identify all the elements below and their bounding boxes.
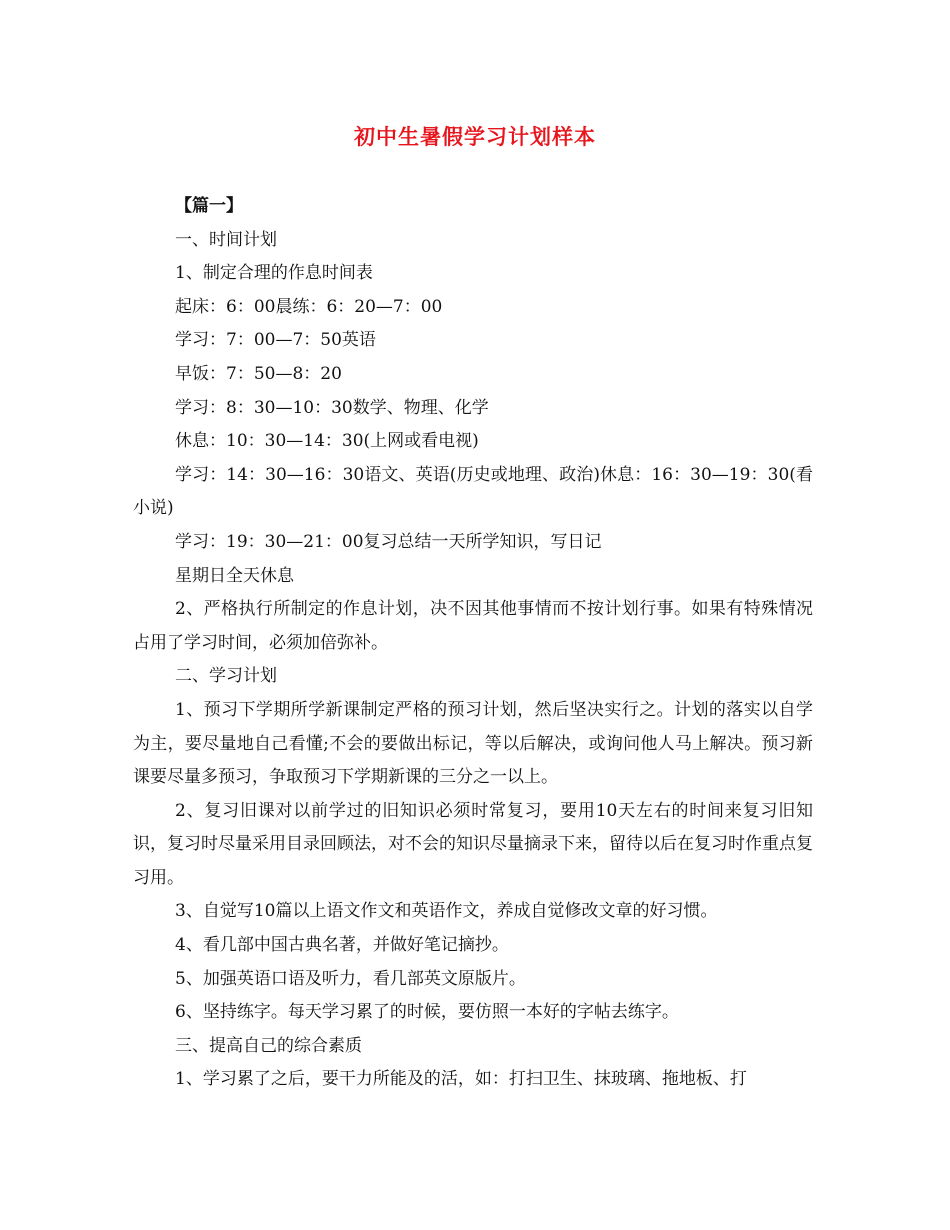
schedule-line: 学习：7：00—7：50英语 (175, 330, 376, 351)
paragraph: 2、复习旧课对以前学过的旧知识必须时常复习，要用10天左右的时间来复习旧知识，复习时尽量采用目录回顾法，对不会的知识尽量摘录下来，留待以后在复习时作重点复习用。 (133, 800, 813, 888)
list-item: 4、看几部中国古典名著，并做好笔记摘抄。 (175, 935, 509, 956)
section-heading: 三、提高自己的综合素质 (175, 1035, 362, 1056)
list-item: 1、制定合理的作息时间表 (175, 263, 373, 284)
schedule-line: 起床：6：00晨练：6：20—7：00 (175, 296, 443, 317)
schedule-line: 休息：10：30—14：30(上网或看电视) (175, 431, 479, 452)
section-heading: 二、学习计划 (175, 666, 277, 687)
schedule-line: 学习：14：30—16：30语文、英语(历史或地理、政治)休息：16：30—19：30(看小说) (133, 464, 813, 519)
section-heading: 【篇一】 (175, 196, 243, 216)
schedule-line: 星期日全天休息 (175, 565, 294, 586)
document-body (133, 190, 813, 1097)
paragraph: 2、严格执行所制定的作息计划，决不因其他事情而不按计划行事。如果有特殊情况占用了学习时间，必须加倍弥补。 (133, 599, 813, 653)
list-item: 5、加强英语口语及听力，看几部英文原版片。 (175, 968, 526, 989)
schedule-line: 早饭：7：50—8：20 (175, 363, 342, 384)
list-item: 6、坚持练字。每天学习累了的时候，要仿照一本好的字帖去练字。 (175, 1002, 679, 1023)
section-heading: 一、时间计划 (175, 229, 277, 250)
schedule-line: 学习：8：30—10：30数学、物理、化学 (175, 397, 489, 418)
paragraph: 1、预习下学期所学新课制定严格的预习计划，然后坚决实行之。计划的落实以自学为主，要尽量地自己看懂;不会的要做出标记，等以后解决，或询问他人马上解决。预习新课要尽量多预习，争取预习下学期新课的三分之一以上。 (133, 699, 813, 788)
schedule-line: 学习：19：30—21：00复习总结一天所学知识，写日记 (175, 531, 602, 552)
list-item: 3、自觉写10篇以上语文作文和英语作文，养成自觉修改文章的好习惯。 (175, 901, 718, 922)
page-title: 初中生暑假学习计划样本 (354, 124, 596, 149)
list-item: 1、学习累了之后，要干力所能及的活，如：打扫卫生、抹玻璃、拖地板、打 (175, 1069, 747, 1090)
